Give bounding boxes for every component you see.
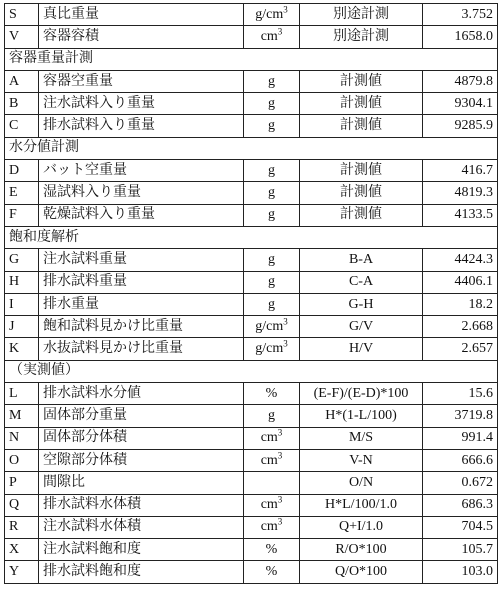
row-formula: 計測値	[300, 182, 423, 204]
unit-text: g/cm	[255, 318, 284, 334]
row-formula: M/S	[300, 427, 423, 449]
row-value: 4406.1	[423, 271, 498, 293]
row-formula: C-A	[300, 271, 423, 293]
row-item-name: 固体部分重量	[39, 405, 244, 427]
row-value: 991.4	[423, 427, 498, 449]
table-row	[5, 472, 498, 494]
unit-text: g	[268, 185, 275, 201]
row-symbol: A	[5, 70, 39, 92]
unit-text: cm	[260, 452, 278, 468]
row-symbol: B	[5, 93, 39, 115]
unit-exponent: 3	[283, 316, 288, 327]
row-formula: O/N	[300, 472, 423, 494]
row-formula: 計測値	[300, 160, 423, 182]
row-value: 4424.3	[423, 249, 498, 271]
row-item-name: バット空重量	[39, 160, 244, 182]
table-row	[5, 316, 498, 338]
unit-text: g/cm	[255, 341, 284, 357]
unit-text: g	[268, 251, 275, 267]
row-symbol: O	[5, 449, 39, 471]
table-row	[5, 70, 498, 92]
section-title: （実測値）	[5, 360, 498, 382]
row-symbol: P	[5, 472, 39, 494]
row-value: 704.5	[423, 516, 498, 538]
row-item-name: 排水試料重量	[39, 271, 244, 293]
row-value: 9285.9	[423, 115, 498, 137]
row-unit	[244, 160, 300, 182]
table-row	[5, 249, 498, 271]
row-unit	[244, 472, 300, 494]
table-row	[5, 383, 498, 405]
row-item-name: 排水重量	[39, 293, 244, 315]
row-symbol: G	[5, 249, 39, 271]
row-item-name: 湿試料入り重量	[39, 182, 244, 204]
row-item-name: 空隙部分体積	[39, 449, 244, 471]
section-header-row	[5, 226, 498, 248]
row-item-name: 容器空重量	[39, 70, 244, 92]
row-formula: 別途計測	[300, 26, 423, 48]
table-row	[5, 115, 498, 137]
row-formula: V-N	[300, 449, 423, 471]
row-item-name: 排水試料水分値	[39, 383, 244, 405]
row-formula: 計測値	[300, 115, 423, 137]
row-value: 3.752	[423, 4, 498, 26]
unit-text: %	[265, 564, 278, 580]
row-symbol: M	[5, 405, 39, 427]
row-formula: 計測値	[300, 204, 423, 226]
row-value: 686.3	[423, 494, 498, 516]
table-row	[5, 160, 498, 182]
row-unit	[244, 427, 300, 449]
row-item-name: 容器容積	[39, 26, 244, 48]
row-value: 416.7	[423, 160, 498, 182]
row-unit	[244, 561, 300, 583]
row-unit	[244, 516, 300, 538]
row-item-name: 注水試料重量	[39, 249, 244, 271]
row-value: 3719.8	[423, 405, 498, 427]
row-symbol: K	[5, 338, 39, 360]
table-row	[5, 494, 498, 516]
row-value: 2.657	[423, 338, 498, 360]
unit-text: g/cm	[255, 6, 284, 22]
row-symbol: Y	[5, 561, 39, 583]
row-formula: 計測値	[300, 93, 423, 115]
table-row	[5, 516, 498, 538]
unit-exponent: 3	[283, 338, 288, 349]
row-item-name: 注水試料入り重量	[39, 93, 244, 115]
section-header-row	[5, 360, 498, 382]
row-symbol: R	[5, 516, 39, 538]
row-unit	[244, 316, 300, 338]
table-row	[5, 338, 498, 360]
unit-text: cm	[260, 519, 278, 535]
unit-text: cm	[260, 497, 278, 513]
row-value: 18.2	[423, 293, 498, 315]
row-symbol: S	[5, 4, 39, 26]
row-formula: H*(1-L/100)	[300, 405, 423, 427]
unit-exponent: 3	[277, 449, 283, 460]
row-symbol: E	[5, 182, 39, 204]
row-value: 105.7	[423, 539, 498, 561]
row-formula: 別途計測	[300, 4, 423, 26]
unit-exponent: 3	[283, 3, 288, 14]
unit-text: g	[268, 95, 275, 111]
unit-text: g	[268, 73, 275, 89]
unit-text: g	[268, 407, 275, 423]
row-unit	[244, 93, 300, 115]
row-unit	[244, 494, 300, 516]
unit-text: g	[268, 296, 275, 312]
row-value: 15.6	[423, 383, 498, 405]
row-formula: H*L/100/1.0	[300, 494, 423, 516]
row-unit	[244, 405, 300, 427]
section-header-row	[5, 137, 498, 159]
row-item-name: 真比重量	[39, 4, 244, 26]
row-value: 9304.1	[423, 93, 498, 115]
row-unit	[244, 249, 300, 271]
table-row	[5, 561, 498, 583]
table-row	[5, 4, 498, 26]
table-row	[5, 427, 498, 449]
unit-text: g	[268, 207, 275, 223]
row-symbol: N	[5, 427, 39, 449]
row-value: 4819.3	[423, 182, 498, 204]
row-symbol: Q	[5, 494, 39, 516]
row-formula: B-A	[300, 249, 423, 271]
section-title: 飽和度解析	[5, 226, 498, 248]
unit-text: %	[265, 385, 278, 401]
row-unit	[244, 204, 300, 226]
table-row	[5, 182, 498, 204]
unit-exponent: 3	[277, 26, 283, 37]
row-value: 2.668	[423, 316, 498, 338]
table-row	[5, 293, 498, 315]
row-value: 4133.5	[423, 204, 498, 226]
row-unit	[244, 338, 300, 360]
unit-text: cm	[260, 28, 278, 44]
unit-exponent: 3	[277, 516, 283, 527]
row-formula: H/V	[300, 338, 423, 360]
row-symbol: V	[5, 26, 39, 48]
row-unit	[244, 293, 300, 315]
row-value: 666.6	[423, 449, 498, 471]
saturation-analysis-table	[4, 3, 498, 584]
row-symbol: J	[5, 316, 39, 338]
row-item-name: 固体部分体積	[39, 427, 244, 449]
row-item-name: 飽和試料見かけ比重量	[39, 316, 244, 338]
row-item-name: 排水試料飽和度	[39, 561, 244, 583]
table-row	[5, 26, 498, 48]
row-value: 103.0	[423, 561, 498, 583]
row-unit	[244, 539, 300, 561]
table-row	[5, 93, 498, 115]
row-symbol: F	[5, 204, 39, 226]
section-title: 水分値計測	[5, 137, 498, 159]
section-header-row	[5, 48, 498, 70]
row-unit	[244, 271, 300, 293]
row-formula: R/O*100	[300, 539, 423, 561]
row-item-name: 排水試料水体積	[39, 494, 244, 516]
row-item-name: 排水試料入り重量	[39, 115, 244, 137]
table-row	[5, 204, 498, 226]
unit-text: g	[268, 274, 275, 290]
row-unit	[244, 4, 300, 26]
row-unit	[244, 449, 300, 471]
row-symbol: D	[5, 160, 39, 182]
row-value: 1658.0	[423, 26, 498, 48]
row-value: 4879.8	[423, 70, 498, 92]
table-row	[5, 405, 498, 427]
table-body	[5, 4, 498, 584]
row-item-name: 乾燥試料入り重量	[39, 204, 244, 226]
table-row	[5, 449, 498, 471]
row-symbol: L	[5, 383, 39, 405]
unit-text: %	[265, 541, 278, 557]
unit-exponent: 3	[277, 494, 283, 505]
row-unit	[244, 70, 300, 92]
row-item-name: 水抜試料見かけ比重量	[39, 338, 244, 360]
row-unit	[244, 182, 300, 204]
table-row	[5, 271, 498, 293]
row-unit	[244, 26, 300, 48]
row-symbol: I	[5, 293, 39, 315]
row-symbol: C	[5, 115, 39, 137]
row-value: 0.672	[423, 472, 498, 494]
unit-text: g	[268, 118, 275, 134]
unit-text: g	[268, 162, 275, 178]
row-formula: 計測値	[300, 70, 423, 92]
row-formula: Q/O*100	[300, 561, 423, 583]
row-item-name: 注水試料飽和度	[39, 539, 244, 561]
table-row	[5, 539, 498, 561]
row-symbol: H	[5, 271, 39, 293]
row-item-name: 間隙比	[39, 472, 244, 494]
unit-exponent: 3	[277, 427, 283, 438]
row-symbol: X	[5, 539, 39, 561]
unit-text: cm	[260, 430, 278, 446]
row-unit	[244, 115, 300, 137]
row-unit	[244, 383, 300, 405]
row-formula: G-H	[300, 293, 423, 315]
row-formula: (E-F)/(E-D)*100	[300, 383, 423, 405]
row-formula: Q+I/1.0	[300, 516, 423, 538]
row-item-name: 注水試料水体積	[39, 516, 244, 538]
section-title: 容器重量計測	[5, 48, 498, 70]
row-formula: G/V	[300, 316, 423, 338]
